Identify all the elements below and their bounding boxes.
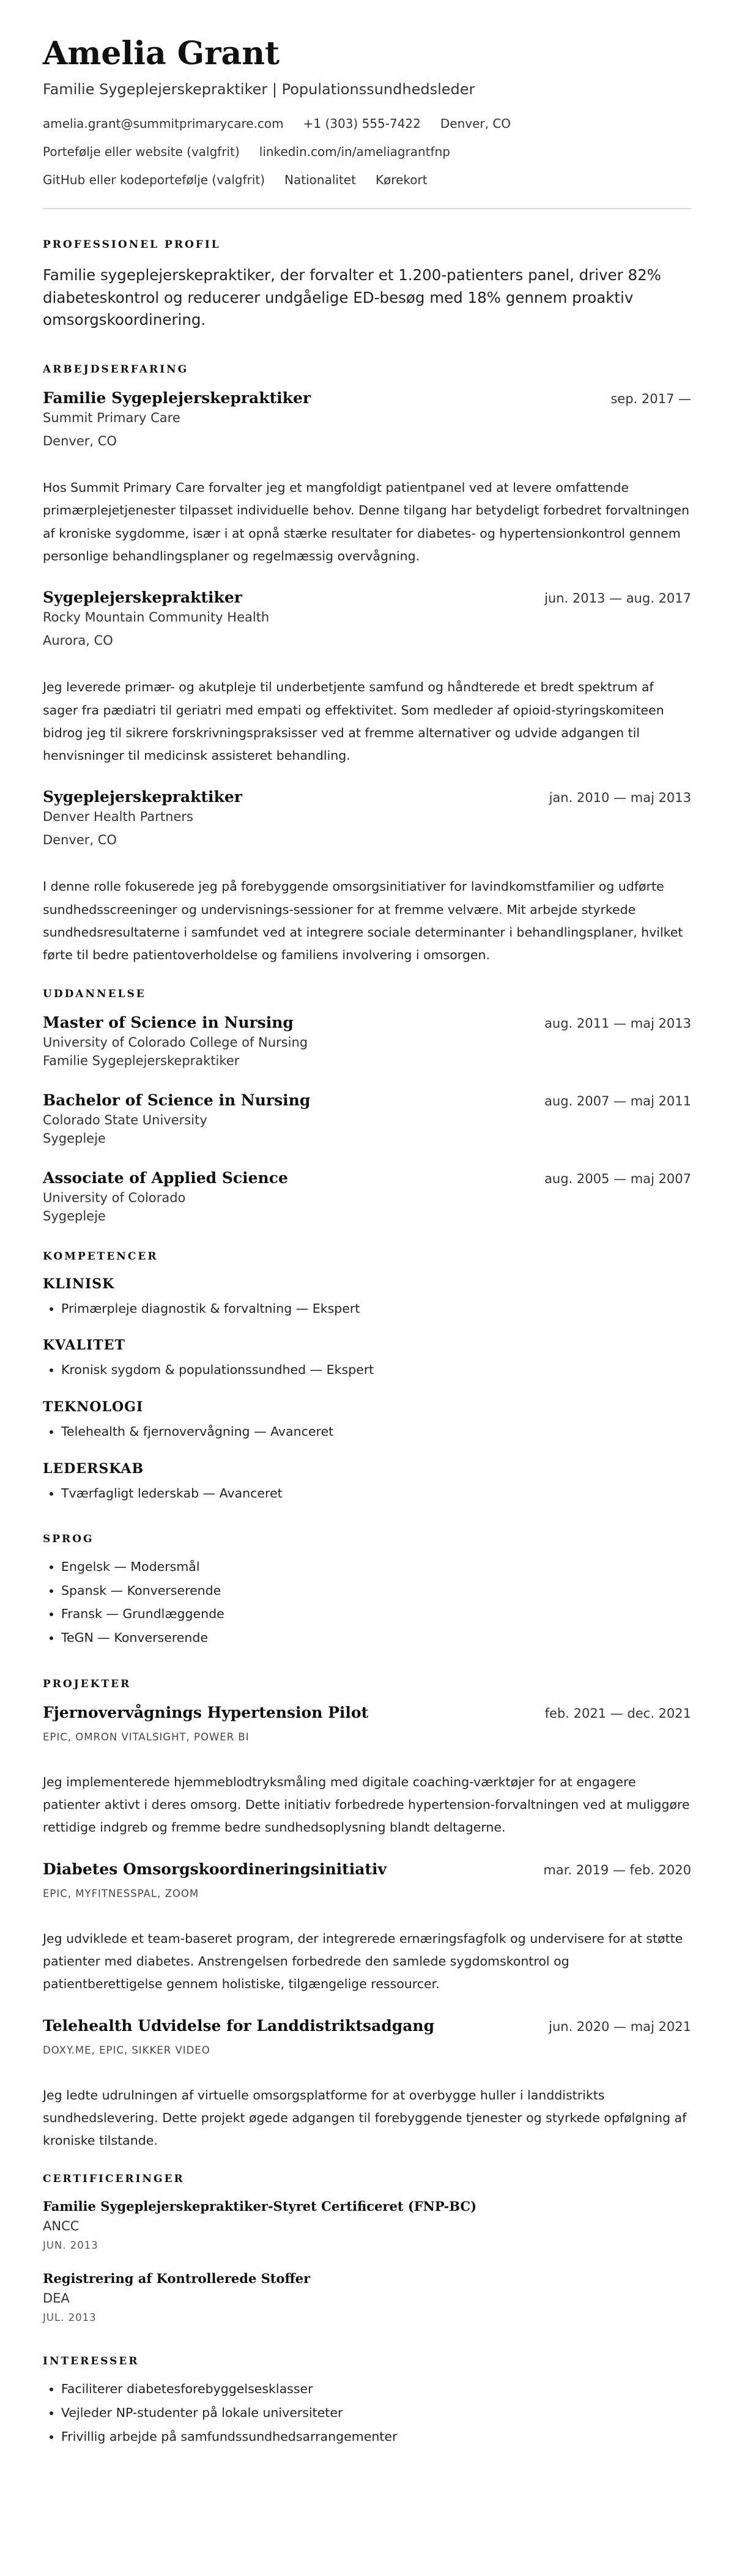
languages-list bbox=[43, 1559, 691, 1646]
job-date: jun. 2013 — aug. 2017 bbox=[544, 591, 691, 606]
skill-category: KLINISK bbox=[43, 1275, 115, 1292]
project-title: Fjernovervågnings Hypertension Pilot bbox=[43, 1703, 369, 1721]
project-entry bbox=[43, 2017, 691, 2153]
education-section-title: UDDANNELSE bbox=[43, 987, 146, 1000]
experience-entry bbox=[43, 389, 691, 568]
contact-row bbox=[43, 116, 691, 131]
contact-row bbox=[43, 144, 691, 159]
location-text: Denver, CO bbox=[440, 116, 511, 131]
experience-list bbox=[43, 389, 691, 967]
resume-header bbox=[43, 35, 691, 187]
skill-item: • Kronisk sygdom & populationssundhed — Ekspert bbox=[61, 1362, 691, 1378]
certification-entry bbox=[43, 2199, 691, 2251]
field-of-study: Sygepleje bbox=[43, 1208, 106, 1223]
candidate-name: Amelia Grant bbox=[43, 35, 280, 72]
skill-item: • Tværfagligt lederskab — Avanceret bbox=[61, 1485, 691, 1502]
interests-list bbox=[43, 2381, 691, 2444]
job-organization: Denver Health Partners bbox=[43, 809, 193, 825]
certification-name: Familie Sygeplejerskepraktiker-Styret Certificeret (FNP-BC) bbox=[43, 2199, 477, 2214]
skill-category: LEDERSKAB bbox=[43, 1460, 144, 1477]
job-location: Denver, CO bbox=[43, 434, 117, 449]
job-location: Denver, CO bbox=[43, 833, 117, 848]
field-of-study: Sygepleje bbox=[43, 1130, 106, 1146]
project-entry bbox=[43, 1860, 691, 1996]
language-item: • Fransk — Grundlæggende bbox=[61, 1606, 691, 1622]
experience-section-title: ARBEJDSERFARING bbox=[43, 363, 189, 376]
contact-row bbox=[43, 173, 691, 187]
project-technologies: EPIC, MYFITNESSPAL, ZOOM bbox=[43, 1887, 199, 1899]
experience-entry bbox=[43, 788, 691, 967]
project-date: jun. 2020 — maj 2021 bbox=[549, 2019, 691, 2034]
project-description: Jeg udviklede et team-baseret program, der integrerede ernæringsfagfolk og undervisere for at støtte patienter med diabetes. Anstrengelsen forbedrede den samlede sygdomskontrol og patientberettigelse gennem holistiske, tilgængelige ressourcer. bbox=[43, 1931, 683, 1992]
degree-title: Associate of Applied Science bbox=[43, 1168, 288, 1187]
certification-issuer: ANCC bbox=[43, 2219, 80, 2234]
school-name: Colorado State University bbox=[43, 1112, 207, 1127]
projects-section-title: PROJEKTER bbox=[43, 1677, 132, 1690]
certification-issuer: DEA bbox=[43, 2291, 70, 2306]
job-description: I denne rolle fokuserede jeg på forebyggende omsorgsinitiativer for lavindkomstfamilier og udførte sundhedsscreeninger og undervisnings-sessioner for at fremme velvære. Mit arbejde styrkede sundhedsresultaterne i samfundet ved at integrere sociale determinanter i behandlingsplaner, hvilket førte til bedre patientoverholdelse og familiens involvering i omsorgen. bbox=[43, 879, 683, 963]
nationality-text: Nationalitet bbox=[284, 172, 356, 187]
job-description: Hos Summit Primary Care forvalter jeg et mangfoldigt patientpanel ved at levere omfattende primærplejetjenester tilpasset individuelle behov. Denne tilgang har betydeligt forbedret forvaltningen af kroniske sygdomme, især i at opnå stærke resultater for diabetes- og hypertensionkontrol gennem personlige behandlingsplaner og regelmæssig overvågning. bbox=[43, 480, 689, 563]
skills-list bbox=[43, 1276, 691, 1502]
school-name: University of Colorado bbox=[43, 1190, 186, 1205]
job-organization: Summit Primary Care bbox=[43, 410, 180, 426]
degree-title: Bachelor of Science in Nursing bbox=[43, 1091, 311, 1109]
project-date: feb. 2021 — dec. 2021 bbox=[544, 1706, 691, 1721]
job-date: sep. 2017 — bbox=[610, 392, 691, 407]
certification-date: JUN. 2013 bbox=[43, 2240, 98, 2252]
degree-title: Master of Science in Nursing bbox=[43, 1013, 294, 1031]
project-description: Jeg implementerede hjemmeblodtryksmåling med digitale coaching-værktøjer for at engagere patienter aktivt i deres omsorg. Dette initiativ forbedrede hypertension-forvaltningen ved at muliggøre rettidige indgreb og fremme bedre sundhedsoplysning blandt deltagerne. bbox=[43, 1774, 690, 1835]
education-entry bbox=[43, 1091, 691, 1146]
degree-date: aug. 2011 — maj 2013 bbox=[544, 1015, 691, 1031]
project-description: Jeg ledte udrulningen af virtuelle omsorgsplatforme for at overbygge huller i landdistrikts sundhedslevering. Dette projekt øgede adgangen til forebyggende tjenester og styrkede opfølgning af kroniske tilstande. bbox=[43, 2087, 687, 2148]
certification-date: JUL. 2013 bbox=[43, 2312, 97, 2324]
projects-list bbox=[43, 1704, 691, 2153]
job-title: Familie Sygeplejerskepraktiker bbox=[43, 389, 311, 407]
certifications-list bbox=[43, 2199, 691, 2323]
education-list bbox=[43, 1014, 691, 1223]
interest-item: • Faciliterer diabetesforebyggelsesklasser bbox=[61, 2381, 691, 2397]
degree-date: aug. 2005 — maj 2007 bbox=[544, 1171, 691, 1186]
project-title: Diabetes Omsorgskoordineringsinitiativ bbox=[43, 1860, 387, 1878]
skill-item: • Primærpleje diagnostik & forvaltning — Ekspert bbox=[61, 1301, 691, 1317]
job-title: Sygeplejerskepraktiker bbox=[43, 588, 242, 607]
github-link[interactable]: GitHub eller kodeportefølje (valgfrit) bbox=[43, 172, 265, 187]
certifications-section-title: CERTIFICERINGER bbox=[43, 2173, 185, 2186]
skills-section-title: KOMPETENCER bbox=[43, 1250, 158, 1263]
job-title: Sygeplejerskepraktiker bbox=[43, 788, 242, 806]
field-of-study: Familie Sygeplejerskepraktiker bbox=[43, 1053, 240, 1068]
job-date: jan. 2010 — maj 2013 bbox=[549, 790, 691, 806]
interests-section-title: INTERESSER bbox=[43, 2355, 139, 2368]
project-date: mar. 2019 — feb. 2020 bbox=[543, 1862, 691, 1877]
languages-section-title: SPROG bbox=[43, 1533, 94, 1546]
job-organization: Rocky Mountain Community Health bbox=[43, 610, 270, 625]
project-title: Telehealth Udvidelse for Landdistriktsadgang bbox=[43, 2016, 435, 2035]
skill-item: • Telehealth & fjernovervågning — Avanceret bbox=[61, 1423, 691, 1440]
interest-item: • Frivillig arbejde på samfundssundhedsarrangementer bbox=[61, 2429, 691, 2445]
website-link[interactable]: Portefølje eller website (valgfrit) bbox=[43, 144, 240, 159]
candidate-subtitle: Familie Sygeplejerskepraktiker | Populationssundhedsleder bbox=[43, 80, 475, 98]
project-technologies: EPIC, OMRON VITALSIGHT, POWER BI bbox=[43, 1731, 250, 1743]
phone-number[interactable]: +1 (303) 555-7422 bbox=[303, 116, 421, 131]
project-technologies: DOXY.ME, EPIC, SIKKER VIDEO bbox=[43, 2044, 210, 2056]
certification-name: Registrering af Kontrollerede Stoffer bbox=[43, 2271, 311, 2287]
skill-category: KVALITET bbox=[43, 1337, 125, 1354]
school-name: University of Colorado College of Nursing bbox=[43, 1034, 308, 1050]
profile-summary: Familie sygeplejerskepraktiker, der forvalter et 1.200-patienters panel, driver 82% diabeteskontrol og reducerer undgåelige ED-besøg med 18% gennem proaktiv omsorgskoordinering. bbox=[43, 265, 661, 329]
education-entry bbox=[43, 1014, 691, 1068]
email-link[interactable]: amelia.grant@summitprimarycare.com bbox=[43, 116, 284, 131]
interest-item: • Vejleder NP-studenter på lokale universiteter bbox=[61, 2405, 691, 2421]
education-entry bbox=[43, 1169, 691, 1223]
language-item: • Spansk — Konverserende bbox=[61, 1583, 691, 1599]
job-location: Aurora, CO bbox=[43, 633, 113, 648]
experience-entry bbox=[43, 588, 691, 767]
language-item: • Engelsk — Modersmål bbox=[61, 1559, 691, 1575]
language-item: • TeGN — Konverserende bbox=[61, 1630, 691, 1646]
skill-category: TEKNOLOGI bbox=[43, 1398, 144, 1415]
degree-date: aug. 2007 — maj 2011 bbox=[544, 1093, 691, 1108]
profile-section-title: PROFESSIONEL PROFIL bbox=[43, 238, 221, 251]
project-entry bbox=[43, 1704, 691, 1839]
certification-entry bbox=[43, 2271, 691, 2323]
job-description: Jeg leverede primær- og akutpleje til underbetjente samfund og håndterede et bredt spektrum af sager fra pædiatri til geriatri med empati og effektivitet. Som medleder af opioid-styringskomiteen bidrog jeg til sikrere forskrivningspraksisser ved at fremme alternativer og udvide adgangen til henvisninger til medicinsk assisteret behandling. bbox=[43, 680, 664, 763]
linkedin-link[interactable]: linkedin.com/in/ameliagrantfnp bbox=[259, 144, 450, 159]
drivers-license-text: Kørekort bbox=[375, 172, 428, 187]
header-divider bbox=[43, 208, 691, 209]
